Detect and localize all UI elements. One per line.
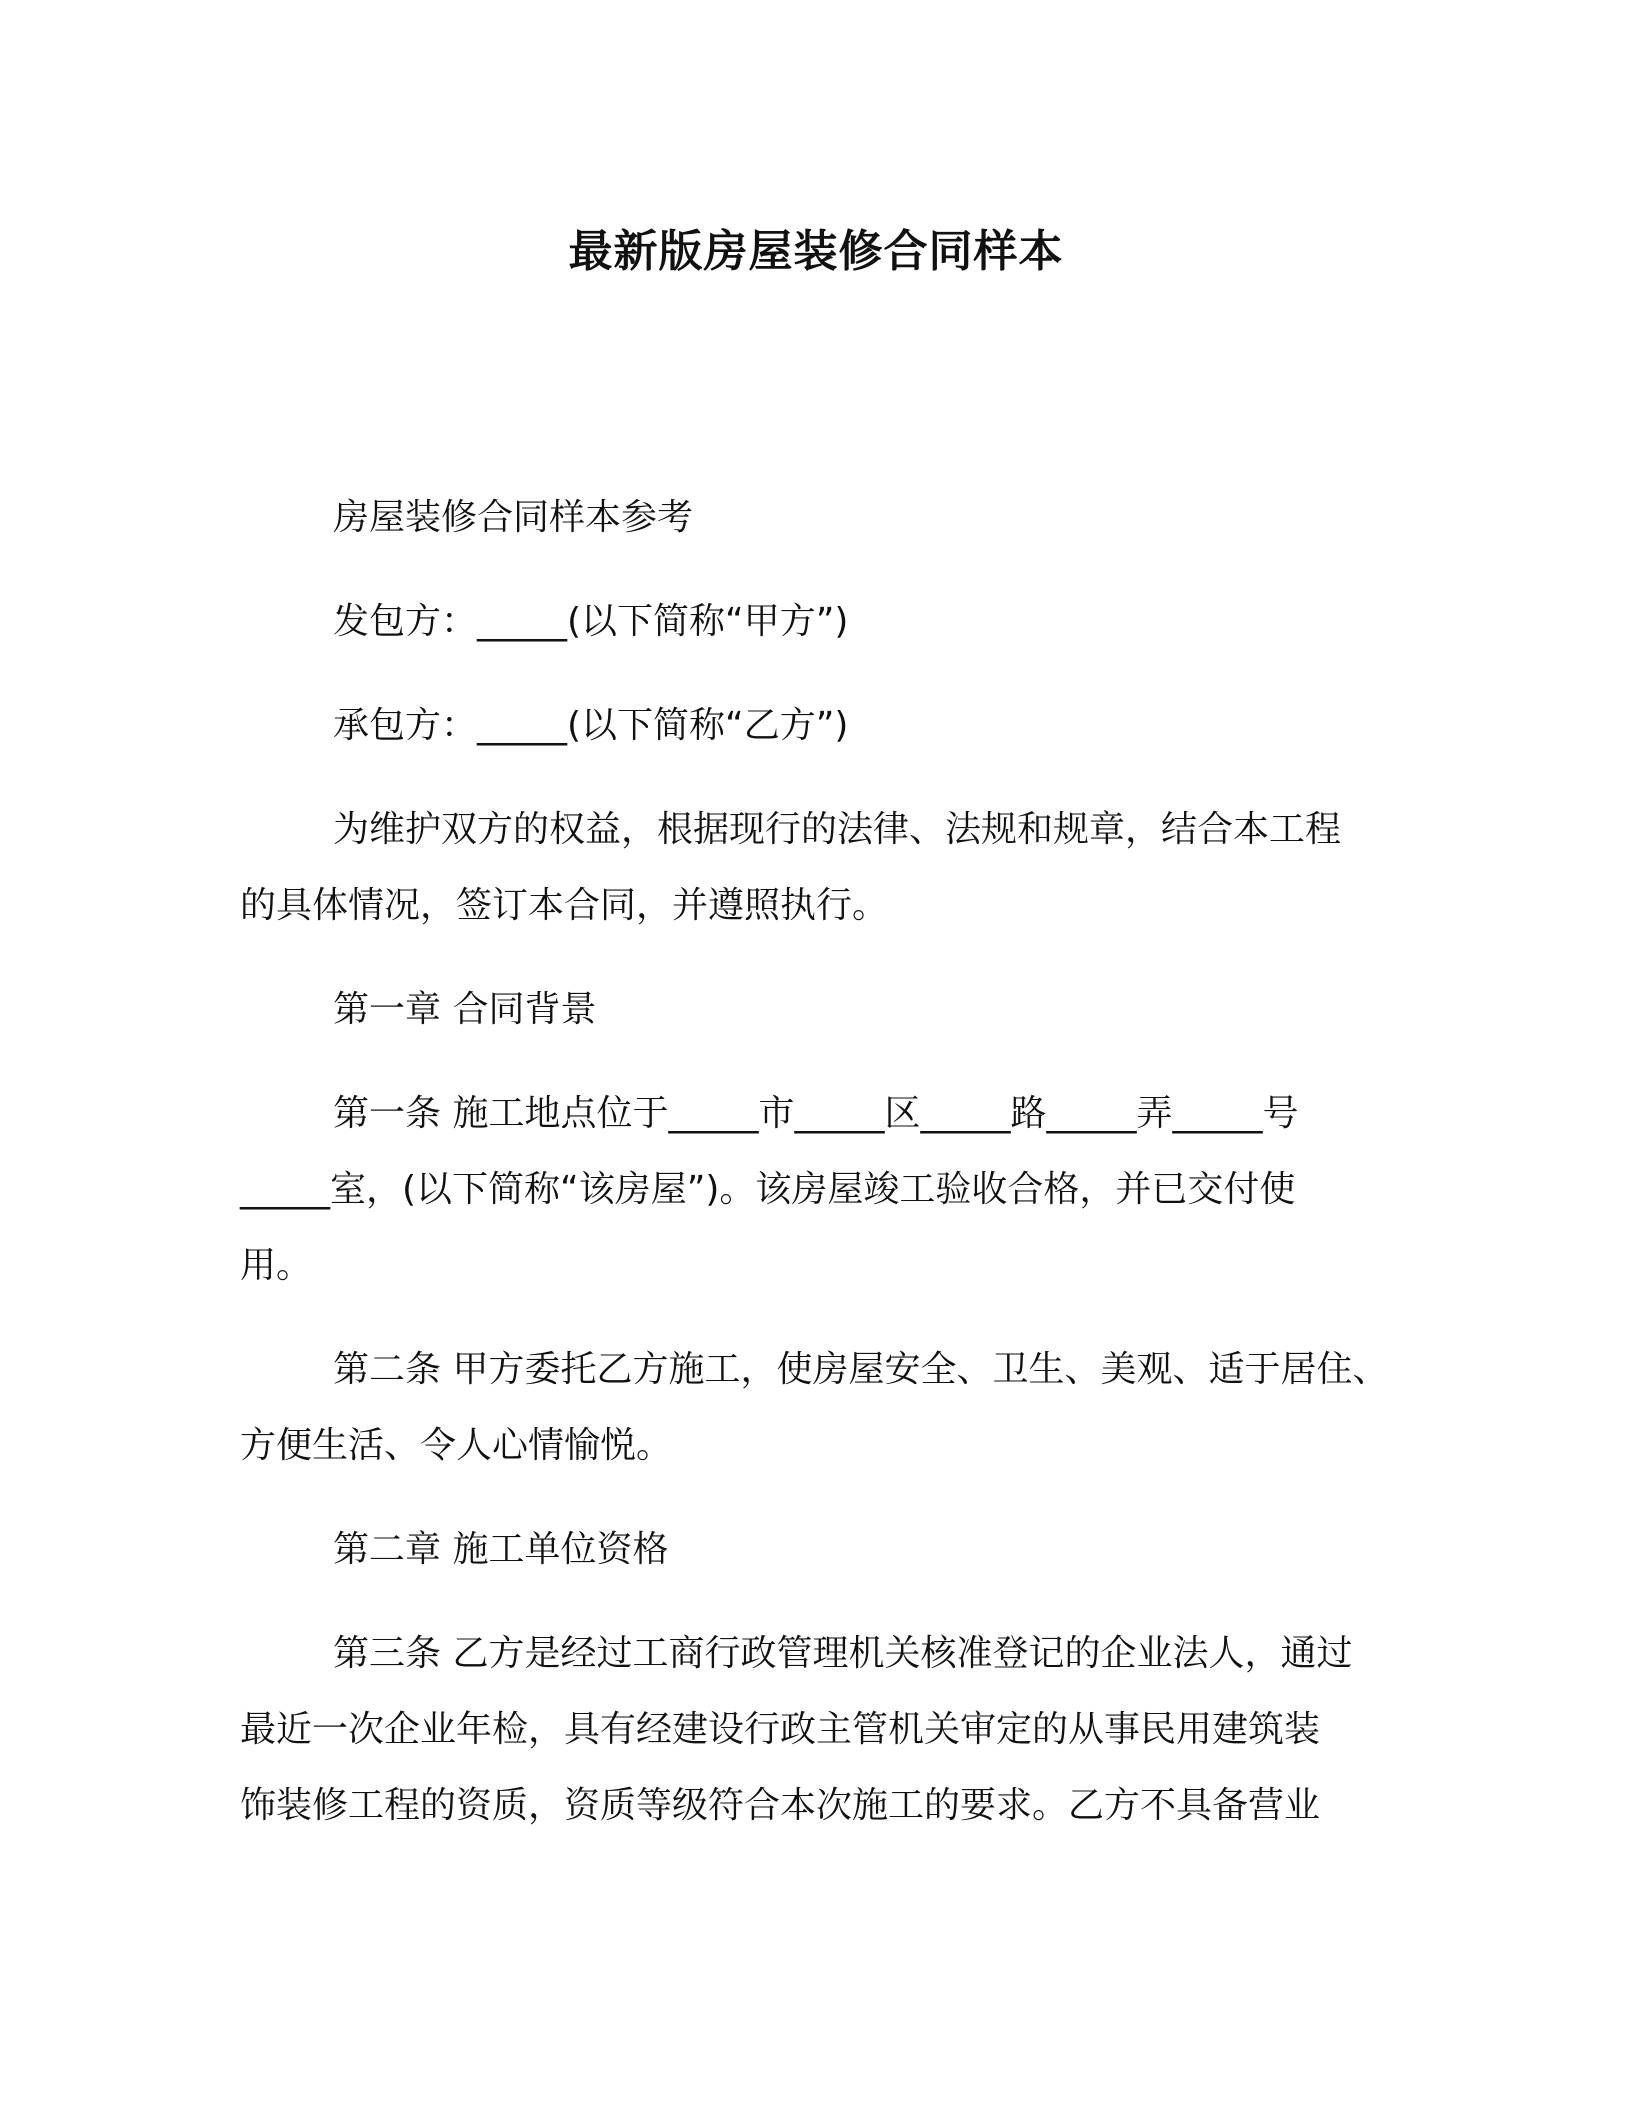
article-1-line-1: 第一条 施工地点位于_____市_____区_____路_____弄_____号 xyxy=(333,1093,1299,1134)
preamble-line-2: 的具体情况，签订本合同，并遵照执行。 xyxy=(240,885,889,926)
article-2-line-2: 方便生活、令人心情愉悦。 xyxy=(240,1425,673,1466)
preamble-line-1: 为维护双方的权益，根据现行的法律、法规和规章，结合本工程 xyxy=(333,809,1342,850)
document-title: 最新版房屋装修合同样本 xyxy=(568,226,1064,277)
article-3-line-1: 第三条 乙方是经过工商行政管理机关核准登记的企业法人，通过 xyxy=(333,1633,1353,1674)
party-b-line: 承包方：_____(以下简称“乙方”) xyxy=(333,705,849,746)
party-a-line: 发包方：_____(以下简称“甲方”) xyxy=(333,601,849,642)
article-3-line-2: 最近一次企业年检，具有经建设行政主管机关审定的从事民用建筑装 xyxy=(240,1709,1321,1750)
article-3-line-3: 饰装修工程的资质，资质等级符合本次施工的要求。乙方不具备营业 xyxy=(240,1785,1321,1826)
article-2-line-1: 第二条 甲方委托乙方施工，使房屋安全、卫生、美观、适于居住、 xyxy=(333,1349,1389,1390)
subtitle-line: 房屋装修合同样本参考 xyxy=(333,497,694,538)
article-1-line-3: 用。 xyxy=(240,1245,313,1286)
article-1-line-2: _____室，(以下简称“该房屋”)。该房屋竣工验收合格，并已交付使 xyxy=(240,1169,1296,1210)
chapter-2-heading: 第二章 施工单位资格 xyxy=(333,1529,669,1570)
chapter-1-heading: 第一章 合同背景 xyxy=(333,989,597,1030)
